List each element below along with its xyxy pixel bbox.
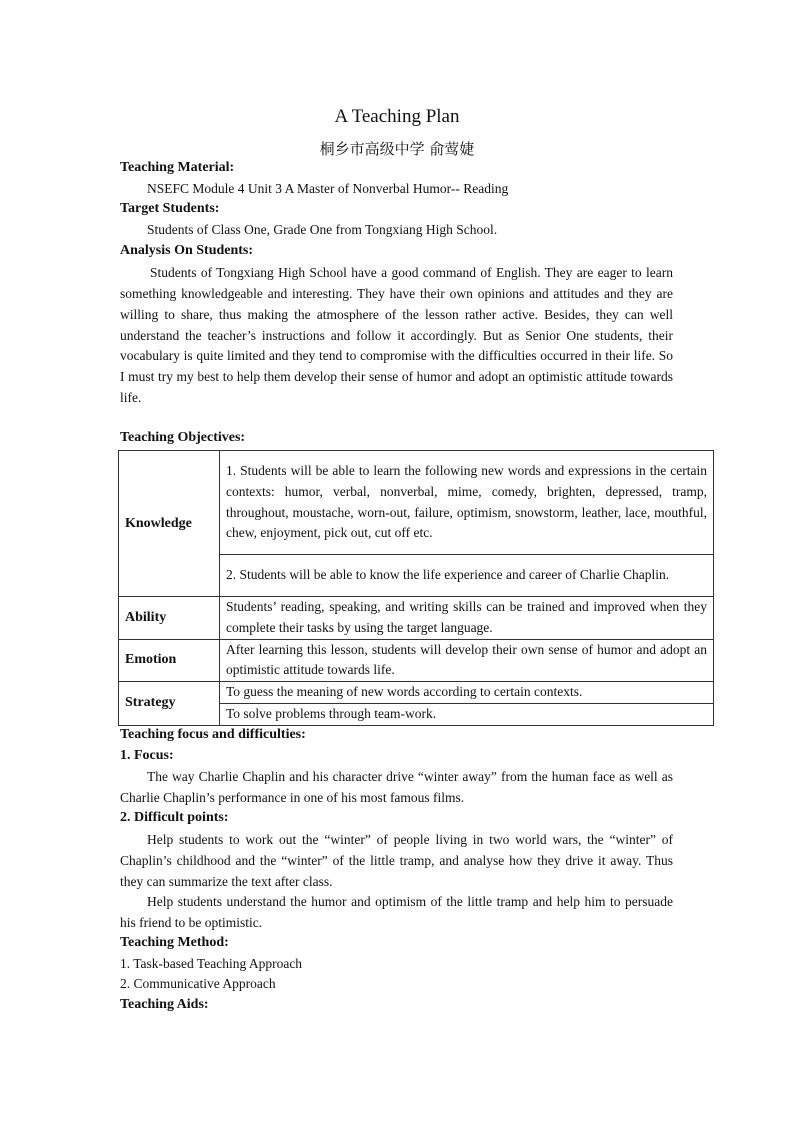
author-line: 桐乡市高级中学 俞莺婕 (319, 140, 475, 158)
method-item-2: 2. Communicative Approach (120, 976, 276, 991)
objectives-table (118, 450, 714, 726)
difficult-text-1: Help students to work out the “winter” of people living in two world wars, the “winter” of Chaplin’s childhood and the “winter” of the little tramp, and analyse how they drive it away. Thus they can summarize the text after class. (120, 832, 673, 889)
ability-label: Ability (119, 597, 220, 640)
knowledge-item-1: 1. Students will be able to learn the following new words and expressions in the certain contexts: humor, verbal, nonverbal, mime, comedy, brighten, depressed, tramp, throughout, moustache, worn-out, failure, optimism, snowstorm, leather, lace, mouthful, chew, enjoyment, pick out, cut off etc. (220, 451, 714, 555)
emotion-label: Emotion (119, 639, 220, 682)
ability-text: Students’ reading, speaking, and writing skills can be trained and improved when they complete their tasks by using the target language. (220, 597, 714, 640)
objectives-heading: Teaching Objectives: (120, 430, 246, 445)
strategy-label: Strategy (119, 682, 220, 726)
method-item-1: 1. Task-based Teaching Approach (120, 956, 303, 971)
emotion-text: After learning this lesson, students will develop their own sense of humor and adopt an optimistic attitude towards life. (220, 639, 714, 682)
focus-text: The way Charlie Chaplin and his character drive “winter away” from the human face as well as Charlie Chaplin’s performance in one of his most famous films. (120, 769, 673, 805)
focus-heading: 1. Focus: (120, 748, 174, 763)
material-text: NSEFC Module 4 Unit 3 A Master of Nonverbal Humor-- Reading (147, 181, 509, 196)
difficult-text-2: Help students understand the humor and optimism of the little tramp and help him to persuade his friend to be optimistic. (120, 894, 673, 930)
students-heading: Target Students: (120, 201, 220, 216)
analysis-text: Students of Tongxiang High School have a good command of English. They are eager to learn something knowledgeable and interesting. They have their own opinions and attitudes and they are willing to share, thus making the atmosphere of the lesson rather active. Besides, they can well understand the teacher’s instructions and follow it accordingly. But as Senior One students, their vocabulary is quite limited and they tend to compromise with the difficulties occurred in their life. So I must try my best to help them develop their sense of humor and adopt an optimistic attitude towards life. (120, 265, 673, 406)
page-title: A Teaching Plan (334, 106, 460, 127)
material-heading: Teaching Material: (120, 160, 235, 175)
strategy-item-2: To solve problems through team-work. (220, 703, 714, 725)
strategy-item-1: To guess the meaning of new words according to certain contexts. (220, 682, 714, 704)
difficult-heading: 2. Difficult points: (120, 810, 229, 825)
method-heading: Teaching Method: (120, 935, 229, 950)
aids-heading: Teaching Aids: (120, 997, 209, 1012)
knowledge-item-2: 2. Students will be able to know the life experience and career of Charlie Chaplin. (220, 555, 714, 597)
students-text: Students of Class One, Grade One from Tongxiang High School. (147, 222, 498, 237)
knowledge-label: Knowledge (119, 451, 220, 597)
focus-section-heading: Teaching focus and difficulties: (120, 727, 306, 742)
analysis-heading: Analysis On Students: (120, 243, 254, 258)
